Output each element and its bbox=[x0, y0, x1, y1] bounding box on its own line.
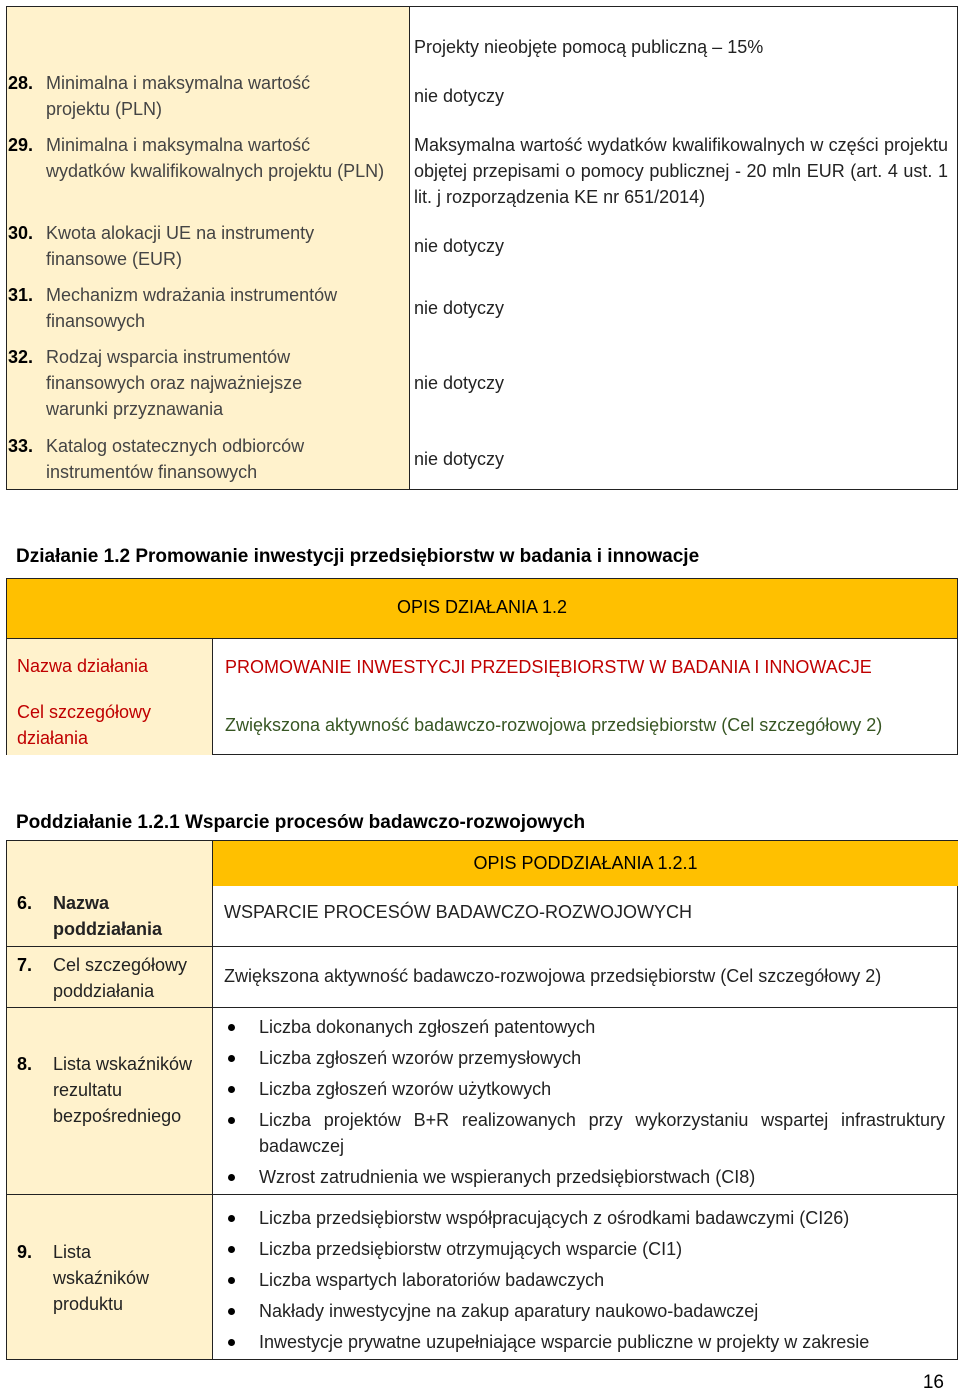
value-max-eligible-expenditure: Maksymalna wartość wydatków kwalifikowalnych w części projektu objętej przepisami o pomocy publicznej - 20 mln EUR (art. 4 ust. 1 lit. j rozporządzenia KE nr 651/2014) bbox=[414, 135, 948, 207]
list-item: Wzrost zatrudnienia we wspieranych przedsiębiorstwach (CI8) bbox=[225, 1164, 945, 1190]
action-heading: Działanie 1.2 Promowanie inwestycji przedsiębiorstw w badania i innowacje bbox=[16, 546, 700, 567]
subaction-heading: Poddziałanie 1.2.1 Wsparcie procesów badawczo-rozwojowych bbox=[16, 812, 586, 833]
list-item: Liczba zgłoszeń wzorów przemysłowych bbox=[225, 1045, 945, 1071]
subaction-description-table: OPIS PODDZIAŁANIA 1.2.1 6. Nazwa poddziałania 7. Cel szczegółowy poddziałania 8. Lista wskaźników rezultatu bezpośredniego 9. Lista wskaźników produktu bbox=[6, 840, 958, 1360]
page-number: 16 bbox=[922, 1372, 944, 1393]
subaction-table-header: OPIS PODDZIAŁANIA 1.2.1 bbox=[213, 841, 958, 886]
subaction-name-value: WSPARCIE PROCESÓW BADAWCZO-ROZWOJOWYCH bbox=[224, 902, 692, 922]
product-indicators-list bbox=[225, 1205, 945, 1360]
param-28: 28. Minimalna i maksymalna wartość projektu (PLN) bbox=[8, 73, 311, 119]
action-description-table bbox=[6, 578, 958, 755]
value-not-applicable: nie dotyczy bbox=[414, 373, 505, 393]
list-item: Liczba przedsiębiorstw współpracujących z ośrodkami badawczymi (CI26) bbox=[225, 1205, 945, 1231]
param-32: 32. Rodzaj wsparcia instrumentów finansowych oraz najważniejsze warunki przyznawania bbox=[8, 347, 303, 419]
param-29: 29. Minimalna i maksymalna wartość wydatków kwalifikowalnych projektu (PLN) bbox=[8, 135, 385, 181]
result-indicators-list bbox=[225, 1014, 945, 1195]
list-item: Inwestycje prywatne uzupełniające wsparcie publiczne w projekty w zakresie bbox=[225, 1329, 945, 1355]
subaction-goal-value: Zwiększona aktywność badawczo-rozwojowa przedsiębiorstw (Cel szczegółowy 2) bbox=[224, 966, 882, 986]
action-goal-value: Zwiększona aktywność badawczo-rozwojowa przedsiębiorstw (Cel szczegółowy 2) bbox=[225, 715, 883, 735]
value-not-applicable: nie dotyczy bbox=[414, 449, 505, 469]
param-31: 31. Mechanizm wdrażania instrumentów finansowych bbox=[8, 285, 338, 331]
action-goal-label: Cel szczegółowy działania bbox=[17, 702, 152, 748]
list-item: Liczba zgłoszeń wzorów użytkowych bbox=[225, 1076, 945, 1102]
action-name-value: PROMOWANIE INWESTYCJI PRZEDSIĘBIORSTW W BADANIA I INNOWACJE bbox=[225, 657, 872, 677]
action-name-label: Nazwa działania bbox=[17, 656, 149, 676]
value-not-applicable: nie dotyczy bbox=[414, 86, 505, 106]
list-item: Liczba dokonanych zgłoszeń patentowych bbox=[225, 1014, 945, 1040]
list-item: Liczba wspartych laboratoriów badawczych bbox=[225, 1267, 945, 1293]
list-item: Liczba przedsiębiorstw otrzymujących wsparcie (CI1) bbox=[225, 1236, 945, 1262]
param-30: 30. Kwota alokacji UE na instrumenty finansowe (EUR) bbox=[8, 223, 315, 269]
list-item: Nakłady inwestycyjne na zakup aparatury naukowo-badawczej bbox=[225, 1298, 945, 1324]
row-divider bbox=[7, 1007, 957, 1008]
action-table-header: OPIS DZIAŁANIA 1.2 bbox=[7, 579, 957, 639]
value-not-applicable: nie dotyczy bbox=[414, 236, 505, 256]
row-divider bbox=[7, 946, 957, 947]
value-project-range: Projekty nieobjęte pomocą publiczną – 15% bbox=[414, 37, 764, 57]
param-33: 33. Katalog ostatecznych odbiorców instrumentów finansowych bbox=[8, 436, 305, 482]
value-not-applicable: nie dotyczy bbox=[414, 298, 505, 318]
list-item: Liczba projektów B+R realizowanych przy wykorzystaniu wspartej infrastruktury badawczej bbox=[225, 1107, 945, 1159]
